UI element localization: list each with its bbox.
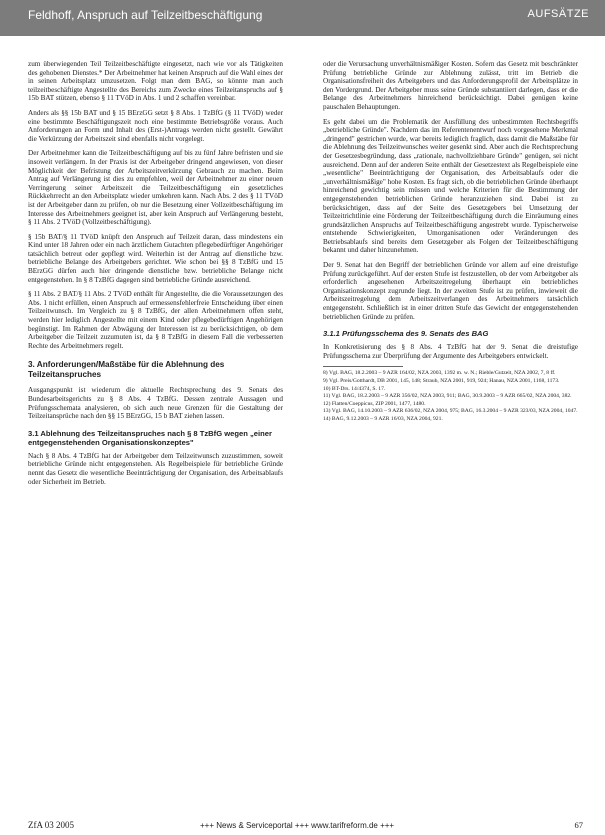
subsection-3-1-text: Nach § 8 Abs. 4 TzBfG hat der Arbeitgeber dem Teilzeitwunsch zuzustimmen, soweit betriebliche Gründe nicht entgegenstehen. Als Regelbeispiele für betriebliche Gründe nennt das Gesetz die wesentliche Beeinträchtigung der Organisation, des Arbeitsablaufs oder Sicherheit im Betrieb. bbox=[28, 451, 283, 486]
left-paragraph-2: Anders als §§ 15b BAT und § 15 BErzGG setzt § 8 Abs. 1 TzBfG (§ 11 TVöD) weder eine bestimmte Beschäftigungszeit noch eine bestimmte Betriebsgröße voraus. Auch Anforderungen an Form und Inhalt des (Erst-)Antrags werden nicht gestellt. Gewährt die Verkürzung der Arbeitszeit sind ebenfalls nicht vorgelegt. bbox=[28, 108, 283, 143]
footnote: 8) Vgl. BAG, 18.2.2003 – 9 AZR 164/02, NZA 2003, 1392 m. w. N.; Rieble/Gutzeit, NZA 2002, 7, 8 ff. bbox=[323, 370, 556, 377]
page-header bbox=[0, 0, 605, 36]
footnote: 11) Vgl. BAG, 18.2.2003 – 9 AZR 356/02, NZA 2003, 911; BAG, 30.9.2003 – 9 AZR 665/02, NZA 2004, 382. bbox=[323, 393, 572, 400]
footer-portal-text: +++ News & Serviceportal +++ www.tarifreform.de +++ bbox=[200, 821, 395, 830]
footnote: 9) Vgl. Preis/Gotthardt, DB 2001, 145, 148; Straub, NZA 2001, 919, 924; Hanau, NZA 2001, 1168, 1173. bbox=[323, 378, 560, 384]
footnote: 10) BT-Drs. 14/4374, S. 17. bbox=[323, 385, 386, 392]
right-column bbox=[323, 60, 578, 424]
footnote-divider bbox=[323, 366, 403, 367]
page-footer bbox=[0, 818, 605, 835]
left-column bbox=[28, 60, 283, 492]
left-paragraph-4: § 15b BAT/§ 11 TVöD knüpft den Anspruch auf Teilzeit daran, dass mindestens ein Kind unter 18 Jahren oder ein nach ärztlichem Gutachten pflegebedürftiger Angehöriger tatsächlich betreut oder gepflegt wird. Weiterhin ist der Antrag auf dienstliche bzw. betriebliche Belange des Arbeitgebers gerichtet. Wie schon bei §§ 8 TzBfG und 15 BErzGG dürfen auch hier dringende dienstliche bzw. betriebliche Belange nicht entgegenstehen. In § 8 TzBfG dagegen sind betriebliche Gründe ausreichend. bbox=[28, 232, 283, 284]
left-paragraph-1: zum überwiegenden Teil Teilzeitbeschäftigte eingesetzt, nach wie vor als Tätigkeiten des gehobenen Dienstes.* Der Arbeitnehmer hat keinen Anspruch auf die Wahl eines der in seinen Arbeitsplatz umzusetzen. Folgt man dem BAG, so könnte man auch teilzeitbeschäftigte Angestellte des Bereichs zum Zwecke eines Teilzeitanspruchs auf § 15b BAT stützen, ebenso § 11 TVöD in Abs. 1 und 2 schaffen vereinbar. bbox=[28, 60, 283, 103]
page-number: 67 bbox=[574, 820, 583, 830]
right-paragraph-3: Der 9. Senat hat den Begriff der betrieblichen Gründe vor allem auf eine dreistufige Prüfung zurückgeführt. Auf der ersten Stufe ist festzustellen, ob der vom Arbeitgeber als erforderlich angesehenen Arbeitszeitregelung überhaupt ein betriebliches Organisationskonzept zugrunde liegt. In der zweiten Stufe ist zu prüfen, inwieweit die Arbeitszeitregelung dem Arbeitszeitverlangen des Arbeitnehmers tatsächlich entgegensteht. Schließlich ist in einer dritten Stufe das Gewicht der entgegenstehenden betrieblichen Gründe zu prüfen. bbox=[323, 261, 578, 321]
right-paragraph-2: Es geht dabei um die Problematik der Ausfüllung des unbestimmten Rechtsbegriffs „betriebliche Gründe". Nachdem das im Referentenentwurf noch vorgesehene Merkmal „dringend" gestrichen wurde, war bereits lediglich fraglich, dass damit die Maßstäbe für die Ablehnung des Teilzeitwunsches weiter gesenkt sind. Aber auch die Rechtsprechung der Gesetzesbegründung, dass „rationale, nachvollziehbare Gründe" genügen, sei nicht ausreichend. Denn auf der anderen Seite enthält der Gesetzestext als Regelbeispiele eine „wesentliche" Beeinträchtigung der Organisation, des Arbeitsablaufs oder die „unverhältnismäßige" hohe Kosten. Es fragt sich, ob die betrieblichen Gründe überhaupt hinreichend gewichtig sein müssen und welche Kriterien für die Bestimmung der entgegenstehenden betrieblichen Gründe heranzuziehen sind. Dabei ist zu berücksichtigen, dass auf der Seite des Gesetzgebers bei Umsetzung der Teilzeitrichtlinie eine Förderung der Teilzeitbeschäftigung durch die Einräumung eines grundsätzlichen Anspruchs auf Teilzeitbeschäftigung angestrebt wurde. Typischerweise entstehende Schwierigkeiten, Umorganisationen oder Veränderungen des Betriebsablaufs sind bereits dem Gesetzgeber als Folgen der Teilzeitbeschäftigung bekannt und daher hinzunehmen. bbox=[323, 117, 578, 255]
subsection-3-1-1-heading: 3.1.1 Prüfungsschema des 9. Senats des BAG bbox=[323, 329, 489, 339]
subsection-3-1-1-text: In Konkretisierung des § 8 Abs. 4 TzBfG hat der 9. Senat die dreistufige Prüfungsschema zur Überprüfung der Argumente des Arbeitgebers entwickelt. bbox=[323, 343, 578, 360]
section-3-heading: 3. Anforderungen/Maßstäbe für die Ablehnung des Teilzeitanspruches bbox=[28, 360, 225, 380]
right-paragraph-1: oder die Verursachung unverhältnismäßiger Kosten. Sofern das Gesetz mit beschränkter Prüfung betriebliche Gründe zur Ablehnung zulässt, tritt im Betrieb die Organisationsfreiheit des Arbeitgebers und das Anforderungsprofil der Arbeitsplätze in den Vordergrund. Der Arbeitgeber muss seine Gründe substantiiert darlegen, dass er die Belange des Arbeitnehmers hinreichend berücksichtigt. Dabei genügen keine pauschalen Behauptungen. bbox=[323, 60, 578, 111]
footnote: 14) BAG, 9.12.2003 – 9 AZR 16/03, NZA 2004, 921. bbox=[323, 415, 443, 422]
left-paragraph-5: § 11 Abs. 2 BAT/§ 11 Abs. 2 TVöD enthält für Angestellte, die die Voraussetzungen des Abs. 1 nicht erfüllen, einen Anspruch auf ermessensfehlerfreie Entscheidung über einen Teilzeitwunsch. Im Vergleich zu § 8 TzBfG, der allen Arbeitnehmern offen steht, werden hier lediglich Angestellte mit einem Kind oder pflegebedürftigen Angehörigen begünstigt. Im Rahmen der Abwägung der Interessen ist zu berücksichtigen, ob dem Arbeitgeber die Teilzeit zuzumuten ist, da § 8 TzBfG in diesem Fall die verbesserten Rechte des Arbeitnehmers regelt. bbox=[28, 290, 283, 350]
footnote: 13) Vgl. BAG, 14.10.2003 – 9 AZR 636/02, NZA 2004, 975; BAG, 16.3.2004 – 9 AZR 323/03, NZA 2004, 1047. bbox=[323, 408, 578, 415]
subsection-3-1-heading: 3.1 Ablehnung des Teilzeitanspruches nach § 8 TzBfG wegen „einer entgegenstehenden Organisationskonzeptes" bbox=[28, 428, 272, 447]
left-paragraph-3: Der Arbeitnehmer kann die Teilzeitbeschäftigung auf bis zu fünf Jahre befristen und sie insoweit verlängern. In der Praxis ist der Arbeitgeber dringend angewiesen, von dieser Möglichkeit der Befristung der Arbeitszeitverkürzung Gebrauch zu machen. Beim Antrag auf Verlängerung ist dies zu empfehlen, weil der Arbeitnehmer zu einer neuen Verringerung seiner Arbeitszeit die Teilzeitbeschäftigung ein gesetzliches Rückkehrrecht an den Arbeitsplatz wieder umkehren kann. Nach Abs. 2 des § 11 TVöD ist der Arbeitgeber dann zu prüfen, ob nur die Besetzung einer Vollzeitbeschäftigung im Interesse des Arbeitnehmers geeignet ist, aber kein Anspruch auf Verlängerung besteht, § 11 Abs. 2 TVöD (Vollzeitbeschäftigung). bbox=[28, 149, 283, 227]
section-3-text: Ausgangspunkt ist wiederum die aktuelle Rechtsprechung des 9. Senats des Bundesarbeitsgerichts zu § 8 Abs. 4 TzBfG. Dessen zentrale Aussagen und Prüfungsschemata analysieren, ob sich auch neue Grenzen für die Gestaltung der Teilzeitansprüche nach den §§ 15 BErzGG, 15 b BAT ziehen lassen. bbox=[28, 386, 283, 421]
section-label: AUFSÄTZE bbox=[527, 8, 589, 20]
running-title: Feldhoff, Anspruch auf Teilzeitbeschäftigung bbox=[28, 8, 263, 22]
footnote: 12) Flatten/Coeppicus, ZIP 2001, 1477, 1480. bbox=[323, 400, 426, 407]
journal-issue: ZfA 03 2005 bbox=[28, 820, 74, 830]
